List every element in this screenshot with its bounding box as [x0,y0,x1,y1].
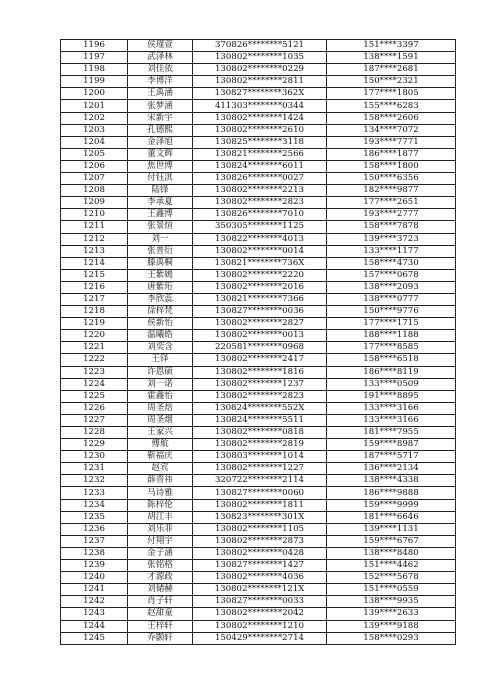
table-row [61,281,456,293]
phone-number-cell: 138****8480 [327,547,456,559]
student-name-cell: 李承夏 [128,197,193,209]
table-row [61,414,456,426]
phone-number-cell: 151****3397 [327,40,456,52]
student-name-cell: 王禹涵 [128,88,193,100]
id-number-cell: 130802********1227 [193,463,327,475]
row-number-cell: 1219 [61,318,128,330]
id-number-cell: 130824********5511 [193,414,327,426]
table-row [61,233,456,245]
phone-number-cell: 158****1800 [327,160,456,172]
id-number-cell: 130802********1816 [193,366,327,378]
phone-number-cell: 133****3166 [327,414,456,426]
table-row [61,584,456,596]
row-number-cell: 1220 [61,330,128,342]
student-name-cell: 武泽林 [128,52,193,64]
student-name-cell: 胡江丰 [128,511,193,523]
table-row [61,523,456,535]
student-name-cell: 付钰淇 [128,173,193,185]
id-number-cell: 130802********1811 [193,499,327,511]
student-name-cell: 唐紫珩 [128,281,193,293]
row-number-cell: 1223 [61,366,128,378]
id-number-cell: 130802********2823 [193,390,327,402]
row-number-cell: 1200 [61,88,128,100]
id-number-cell: 150429********2714 [193,632,327,644]
phone-number-cell: 188****1188 [327,330,456,342]
row-number-cell: 1217 [61,293,128,305]
table-row [61,354,456,366]
id-number-cell: 130802********2819 [193,439,327,451]
id-number-cell: 350305********1125 [193,221,327,233]
student-name-cell: 乔颢轩 [128,632,193,644]
id-number-cell: 130826********0027 [193,173,327,185]
roster-body [61,40,456,645]
phone-number-cell: 158****7878 [327,221,456,233]
student-name-cell: 刘一诺 [128,378,193,390]
table-row [61,511,456,523]
phone-number-cell: 139****3723 [327,233,456,245]
phone-number-cell: 155****6283 [327,100,456,112]
id-number-cell: 130802********2873 [193,535,327,547]
student-name-cell: 金子涵 [128,547,193,559]
phone-number-cell: 133****0509 [327,378,456,390]
row-number-cell: 1230 [61,451,128,463]
table-row [61,64,456,76]
student-name-cell: 付翔宇 [128,535,193,547]
phone-number-cell: 158****2606 [327,112,456,124]
table-row [61,547,456,559]
row-number-cell: 1228 [61,427,128,439]
row-number-cell: 1218 [61,306,128,318]
row-number-cell: 1212 [61,233,128,245]
student-name-cell: 王鑫博 [128,209,193,221]
table-row [61,173,456,185]
phone-number-cell: 159****9999 [327,499,456,511]
student-name-cell: 宋新宇 [128,112,193,124]
row-number-cell: 1198 [61,64,128,76]
table-row [61,40,456,52]
id-number-cell: 130826********7010 [193,209,327,221]
id-number-cell: 130827********0033 [193,596,327,608]
phone-number-cell: 177****8585 [327,342,456,354]
phone-number-cell: 182****9877 [327,185,456,197]
id-number-cell: 370826********5121 [193,40,327,52]
id-number-cell: 130824********6011 [193,160,327,172]
table-row [61,596,456,608]
table-row [61,318,456,330]
table-row [61,52,456,64]
row-number-cell: 1241 [61,584,128,596]
id-number-cell: 130802********0229 [193,64,327,76]
row-number-cell: 1199 [61,76,128,88]
student-name-cell: 刘奕含 [128,342,193,354]
student-name-cell: 张梦涵 [128,100,193,112]
row-number-cell: 1234 [61,499,128,511]
id-number-cell: 130827********1427 [193,560,327,572]
table-row [61,342,456,354]
id-number-cell: 130821********736X [193,257,327,269]
student-name-cell: 李博洋 [128,76,193,88]
phone-number-cell: 138****0777 [327,293,456,305]
student-name-cell: 侯瑾萱 [128,40,193,52]
table-row [61,632,456,644]
table-row [61,366,456,378]
table-row [61,330,456,342]
table-row [61,136,456,148]
table-row [61,535,456,547]
id-number-cell: 130802********1210 [193,620,327,632]
row-number-cell: 1216 [61,281,128,293]
id-number-cell: 130803********1014 [193,451,327,463]
phone-number-cell: 133****3166 [327,402,456,414]
row-number-cell: 1201 [61,100,128,112]
table-row [61,572,456,584]
id-number-cell: 130802********0428 [193,547,327,559]
table-row [61,100,456,112]
phone-number-cell: 151****0559 [327,584,456,596]
row-number-cell: 1236 [61,523,128,535]
row-number-cell: 1205 [61,148,128,160]
phone-number-cell: 136****2134 [327,463,456,475]
row-number-cell: 1237 [61,535,128,547]
id-number-cell: 130825********3118 [193,136,327,148]
student-name-cell: 周圣烟 [128,414,193,426]
phone-number-cell: 158****6518 [327,354,456,366]
table-row [61,124,456,136]
student-name-cell: 李欣蕊 [128,293,193,305]
id-number-cell: 130802********2042 [193,608,327,620]
table-row [61,463,456,475]
row-number-cell: 1244 [61,620,128,632]
table-row [61,402,456,414]
row-number-cell: 1242 [61,596,128,608]
phone-number-cell: 138****9935 [327,596,456,608]
phone-number-cell: 150****9776 [327,306,456,318]
phone-number-cell: 187****5717 [327,451,456,463]
row-number-cell: 1235 [61,511,128,523]
student-name-cell: 陆锋 [128,185,193,197]
table-row [61,221,456,233]
phone-number-cell: 181****6646 [327,511,456,523]
student-name-cell: 王铎 [128,354,193,366]
table-row [61,620,456,632]
row-number-cell: 1210 [61,209,128,221]
row-number-cell: 1196 [61,40,128,52]
row-number-cell: 1229 [61,439,128,451]
id-number-cell: 130802********2827 [193,318,327,330]
table-row [61,427,456,439]
row-number-cell: 1206 [61,160,128,172]
id-number-cell: 130802********2213 [193,185,327,197]
table-row [61,197,456,209]
table-row [61,209,456,221]
row-number-cell: 1214 [61,257,128,269]
student-name-cell: 滕禹桐 [128,257,193,269]
row-number-cell: 1204 [61,136,128,148]
id-number-cell: 130802********2811 [193,76,327,88]
student-name-cell: 霍鑫怡 [128,390,193,402]
row-number-cell: 1245 [61,632,128,644]
student-name-cell: 刘储赫 [128,584,193,596]
phone-number-cell: 177****1805 [327,88,456,100]
id-number-cell: 130827********0060 [193,487,327,499]
id-number-cell: 130827********362X [193,88,327,100]
table-row [61,185,456,197]
phone-number-cell: 139****2633 [327,608,456,620]
phone-number-cell: 134****7072 [327,124,456,136]
table-row [61,378,456,390]
student-name-cell: 靳福庆 [128,451,193,463]
phone-number-cell: 158****0293 [327,632,456,644]
phone-number-cell: 186****1877 [327,148,456,160]
id-number-cell: 411303********0344 [193,100,327,112]
id-number-cell: 220581********0968 [193,342,327,354]
student-name-cell: 许恩硕 [128,366,193,378]
table-row [61,293,456,305]
row-number-cell: 1222 [61,354,128,366]
phone-number-cell: 177****1715 [327,318,456,330]
table-row [61,306,456,318]
row-number-cell: 1203 [61,124,128,136]
table-row [61,76,456,88]
row-number-cell: 1202 [61,112,128,124]
table-row [61,499,456,511]
row-number-cell: 1209 [61,197,128,209]
phone-number-cell: 151****4462 [327,560,456,572]
phone-number-cell: 152****5678 [327,572,456,584]
row-number-cell: 1208 [61,185,128,197]
row-number-cell: 1224 [61,378,128,390]
phone-number-cell: 193****7771 [327,136,456,148]
row-number-cell: 1232 [61,475,128,487]
table-row [61,608,456,620]
id-number-cell: 130802********1035 [193,52,327,64]
phone-number-cell: 159****8987 [327,439,456,451]
student-name-cell: 王紫嫣 [128,269,193,281]
id-number-cell: 130802********0013 [193,330,327,342]
table-row [61,148,456,160]
student-name-cell: 周圣焙 [128,402,193,414]
id-number-cell: 130823********301X [193,511,327,523]
id-number-cell: 130802********1105 [193,523,327,535]
phone-number-cell: 139****1131 [327,523,456,535]
id-number-cell: 130821********2566 [193,148,327,160]
id-number-cell: 130802********121X [193,584,327,596]
phone-number-cell: 133****1177 [327,245,456,257]
row-number-cell: 1226 [61,402,128,414]
student-name-cell: 董文辉 [128,148,193,160]
id-number-cell: 130802********0014 [193,245,327,257]
id-number-cell: 130821********7366 [193,293,327,305]
phone-number-cell: 157****0678 [327,269,456,281]
row-number-cell: 1225 [61,390,128,402]
id-number-cell: 130824********552X [193,402,327,414]
student-name-cell: 刘乐菲 [128,523,193,535]
phone-number-cell: 139****9188 [327,620,456,632]
id-number-cell: 130802********1237 [193,378,327,390]
row-number-cell: 1233 [61,487,128,499]
table-row [61,160,456,172]
table-row [61,487,456,499]
student-name-cell: 焦世博 [128,160,193,172]
student-name-cell: 金泽旭 [128,136,193,148]
student-name-cell: 张景煊 [128,221,193,233]
student-name-cell: 赵宾 [128,463,193,475]
row-number-cell: 1215 [61,269,128,281]
table-row [61,451,456,463]
row-number-cell: 1238 [61,547,128,559]
phone-number-cell: 193****2777 [327,209,456,221]
student-name-cell: 刘佳依 [128,64,193,76]
phone-number-cell: 186****8119 [327,366,456,378]
row-number-cell: 1243 [61,608,128,620]
student-name-cell: 侯新怡 [128,318,193,330]
row-number-cell: 1240 [61,572,128,584]
phone-number-cell: 150****6356 [327,173,456,185]
table-row [61,475,456,487]
table-row [61,257,456,269]
row-number-cell: 1227 [61,414,128,426]
student-name-cell: 马诗雅 [128,487,193,499]
id-number-cell: 130802********2016 [193,281,327,293]
id-number-cell: 320722********2114 [193,475,327,487]
table-row [61,439,456,451]
row-number-cell: 1231 [61,463,128,475]
phone-number-cell: 150****2321 [327,76,456,88]
phone-number-cell: 181****7955 [327,427,456,439]
phone-number-cell: 186****9888 [327,487,456,499]
table-row [61,88,456,100]
id-number-cell: 130802********1424 [193,112,327,124]
student-name-cell: 赵甜童 [128,608,193,620]
row-number-cell: 1221 [61,342,128,354]
roster-sheet [60,39,455,645]
id-number-cell: 130802********2220 [193,269,327,281]
student-name-cell: 肖子轩 [128,596,193,608]
student-name-cell: 王梓轩 [128,620,193,632]
row-number-cell: 1197 [61,52,128,64]
student-name-cell: 傅航 [128,439,193,451]
student-name-cell: 孔德熙 [128,124,193,136]
phone-number-cell: 159****6767 [327,535,456,547]
phone-number-cell: 191****8895 [327,390,456,402]
student-name-cell: 张铭格 [128,560,193,572]
phone-number-cell: 177****2651 [327,197,456,209]
student-name-cell: 陈梓伦 [128,499,193,511]
row-number-cell: 1239 [61,560,128,572]
id-number-cell: 130802********2417 [193,354,327,366]
id-number-cell: 130802********2823 [193,197,327,209]
student-name-cell: 徐梓梵 [128,306,193,318]
student-name-cell: 张普衍 [128,245,193,257]
id-number-cell: 130802********2610 [193,124,327,136]
id-number-cell: 130802********4036 [193,572,327,584]
row-number-cell: 1207 [61,173,128,185]
student-name-cell: 温曦皓 [128,330,193,342]
table-row [61,269,456,281]
row-number-cell: 1213 [61,245,128,257]
student-name-cell: 薛晋祎 [128,475,193,487]
student-name-cell: 王家兴 [128,427,193,439]
roster-table [60,39,456,645]
student-name-cell: 才源政 [128,572,193,584]
phone-number-cell: 138****4338 [327,475,456,487]
phone-number-cell: 138****1591 [327,52,456,64]
id-number-cell: 130827********0036 [193,306,327,318]
row-number-cell: 1211 [61,221,128,233]
id-number-cell: 130822********4013 [193,233,327,245]
id-number-cell: 130802********0818 [193,427,327,439]
table-row [61,560,456,572]
student-name-cell: 刘一 [128,233,193,245]
table-row [61,245,456,257]
phone-number-cell: 158****4730 [327,257,456,269]
phone-number-cell: 187****2681 [327,64,456,76]
phone-number-cell: 138****2093 [327,281,456,293]
table-row [61,390,456,402]
table-row [61,112,456,124]
